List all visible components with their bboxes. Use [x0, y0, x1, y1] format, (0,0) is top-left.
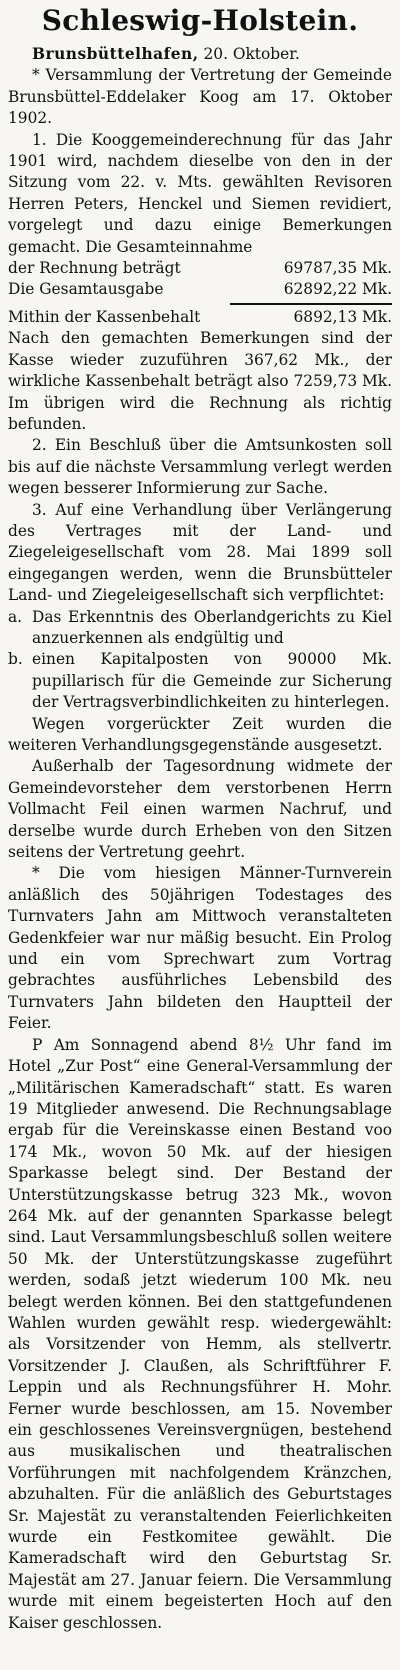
sum-label: der Rechnung beträgt: [8, 259, 181, 278]
sum-amount: 6892,13 Mk.: [293, 307, 392, 326]
sub-item-text: Das Erkenntnis des Oberlandgerichts zu Kiel anzuerkennen als endgültig und: [32, 607, 392, 647]
sub-item-marker: b.: [8, 650, 23, 669]
sum-row-income: [8, 258, 392, 279]
sub-item-a: [8, 607, 392, 650]
dateline: [8, 44, 392, 65]
article2-text-a: * Die vom hiesigen Männer-Turnverein anläßlich des 50jährigen Todestages des Turnvaters Jahn am Mittwoch veranstalteten Gedenkfeier war nur mäßig besucht.: [8, 864, 392, 947]
article1-obituary: Außerhalb der Tagesordnung widmete der Gemeindevorsteher dem verstorbenen Herrn Vollmacht Feil einen warmen Nachruf, und derselbe wurde durch Erheben von den Sitzen seitens der Vertretung geehrt.: [8, 757, 392, 862]
article2: [8, 863, 392, 1034]
section-masthead: Schleswig-Holstein.: [41, 4, 359, 37]
sum-row-expense: [8, 279, 392, 300]
article1-item1: 1. Die Kooggemeinderechnung für das Jahr 1901 wird, nachdem dieselbe von den in der Sitzung vom 22. v. Mts. gewählten Revisoren Herren Peters, Henckel und Siemen revidiert, vorgelegt und dazu einige Bemerkungen gemacht. Die Gesamteinnahme: [8, 130, 392, 256]
article1-adjourn: Wegen vorgerückter Zeit wurden die weiteren Verhandlungsgegenstände ausgesetzt.: [8, 714, 392, 754]
sum-amount: 69787,35 Mk.: [283, 259, 392, 278]
sum-label: Mithin der Kassenbehalt: [8, 307, 201, 326]
sum-label: Die Gesamtausgabe: [8, 280, 164, 299]
article3: P Am Sonnagend abend 8½ Uhr fand im Hotel „Zur Post“ eine General-Versammlung der „Militärischen Kameradschaft“ statt. Es waren 19 Mitglieder anwesend. Die Rechnungsablage ergab für die Vereinskasse einen Bestand voo 174 Mk., wovon 50 Mk. auf der hiesigen Sparkasse belegt sind. Der Bestand der Unterstützungskasse betrug 323 Mk., wovon 264 Mk. auf der genannten Sparkasse belegt sind. Laut Versammlungsbeschluß sollen weitere 50 Mk. der Unterstützungskasse zugeführt werden, sodaß jetzt wiederum 100 Mk. neu belegt werden können. Bei den stattgefundenen Wahlen wurden gewählt resp. wiedergewählt: als Vorsitzender von Hemm, als stellvertr. Vorsitzender J. Claußen, als Schriftführer F. Leppin und als Rechnungsführer H. Mohr. Ferner wurde beschlossen, am 15. November ein geschlossenes Vereinsvergnügen, bestehend aus musikalischen und theatralischen Vorführungen mit nachfolgendem Kränzchen, abzuhalten. Für die anläßlich des Geburtstages Sr. Majestät zu veranstaltenden Feierlichkeiten wurde ein Festkomitee gewählt. Die Kameradschaft wird den Geburtstag Sr. Majestät am 27. Januar feiern. Die Versammlung wurde mit einem begeisterten Hoch auf den Kaiser geschlossen.: [8, 1035, 392, 1632]
article1-item3: 3. Auf eine Verhandlung über Verlängerung des Vertrages mit der Land- und Ziegeleigesellschaft vom 28. Mai 1899 soll eingegangen werden, wenn die Brunsbütteler Land- und Ziegeleigesellschaft sich verpflichtet:: [8, 500, 392, 605]
sub-item-marker: a.: [8, 607, 23, 626]
article1-item1-rest: Nach den gemachten Bemerkungen sind der Kasse wieder zuzuführen 367,62 Mk., der wirkliche Kassenbehalt beträgt also 7259,73 Mk. Im übrigen wird die Rechnung als richtig befunden.: [8, 329, 392, 433]
dateline-place: Brunsbüttelhafen,: [32, 45, 199, 63]
dateline-date: 20. Oktober.: [203, 45, 300, 63]
sum-amount: 62892,22 Mk.: [283, 280, 392, 299]
sum-rule: [230, 303, 392, 305]
article2-text-b: Ein Prolog und ein vom Sprechwart zum Vortrag gebrachtes ausführliches Lebensbild des Turnvaters Jahn bildeten den Hauptteil der Feier.: [8, 928, 392, 1033]
sub-item-b: [8, 649, 392, 713]
sub-item-text: einen Kapitalposten von 90000 Mk. pupillarisch für die Gemeinde zur Sicherung der Vertragsverbindlichkeiten zu hinterlegen.: [32, 650, 392, 712]
article1-intro: * Versammlung der Vertretung der Gemeinde Brunsbüttel-Eddelaker Koog am 17. Oktober 1902.: [8, 66, 392, 128]
sum-row-balance: [8, 307, 392, 328]
article1-item2: 2. Ein Beschluß über die Amtsunkosten soll bis auf die nächste Versammlung verlegt werden wegen besserer Informierung zur Sache.: [8, 436, 392, 498]
